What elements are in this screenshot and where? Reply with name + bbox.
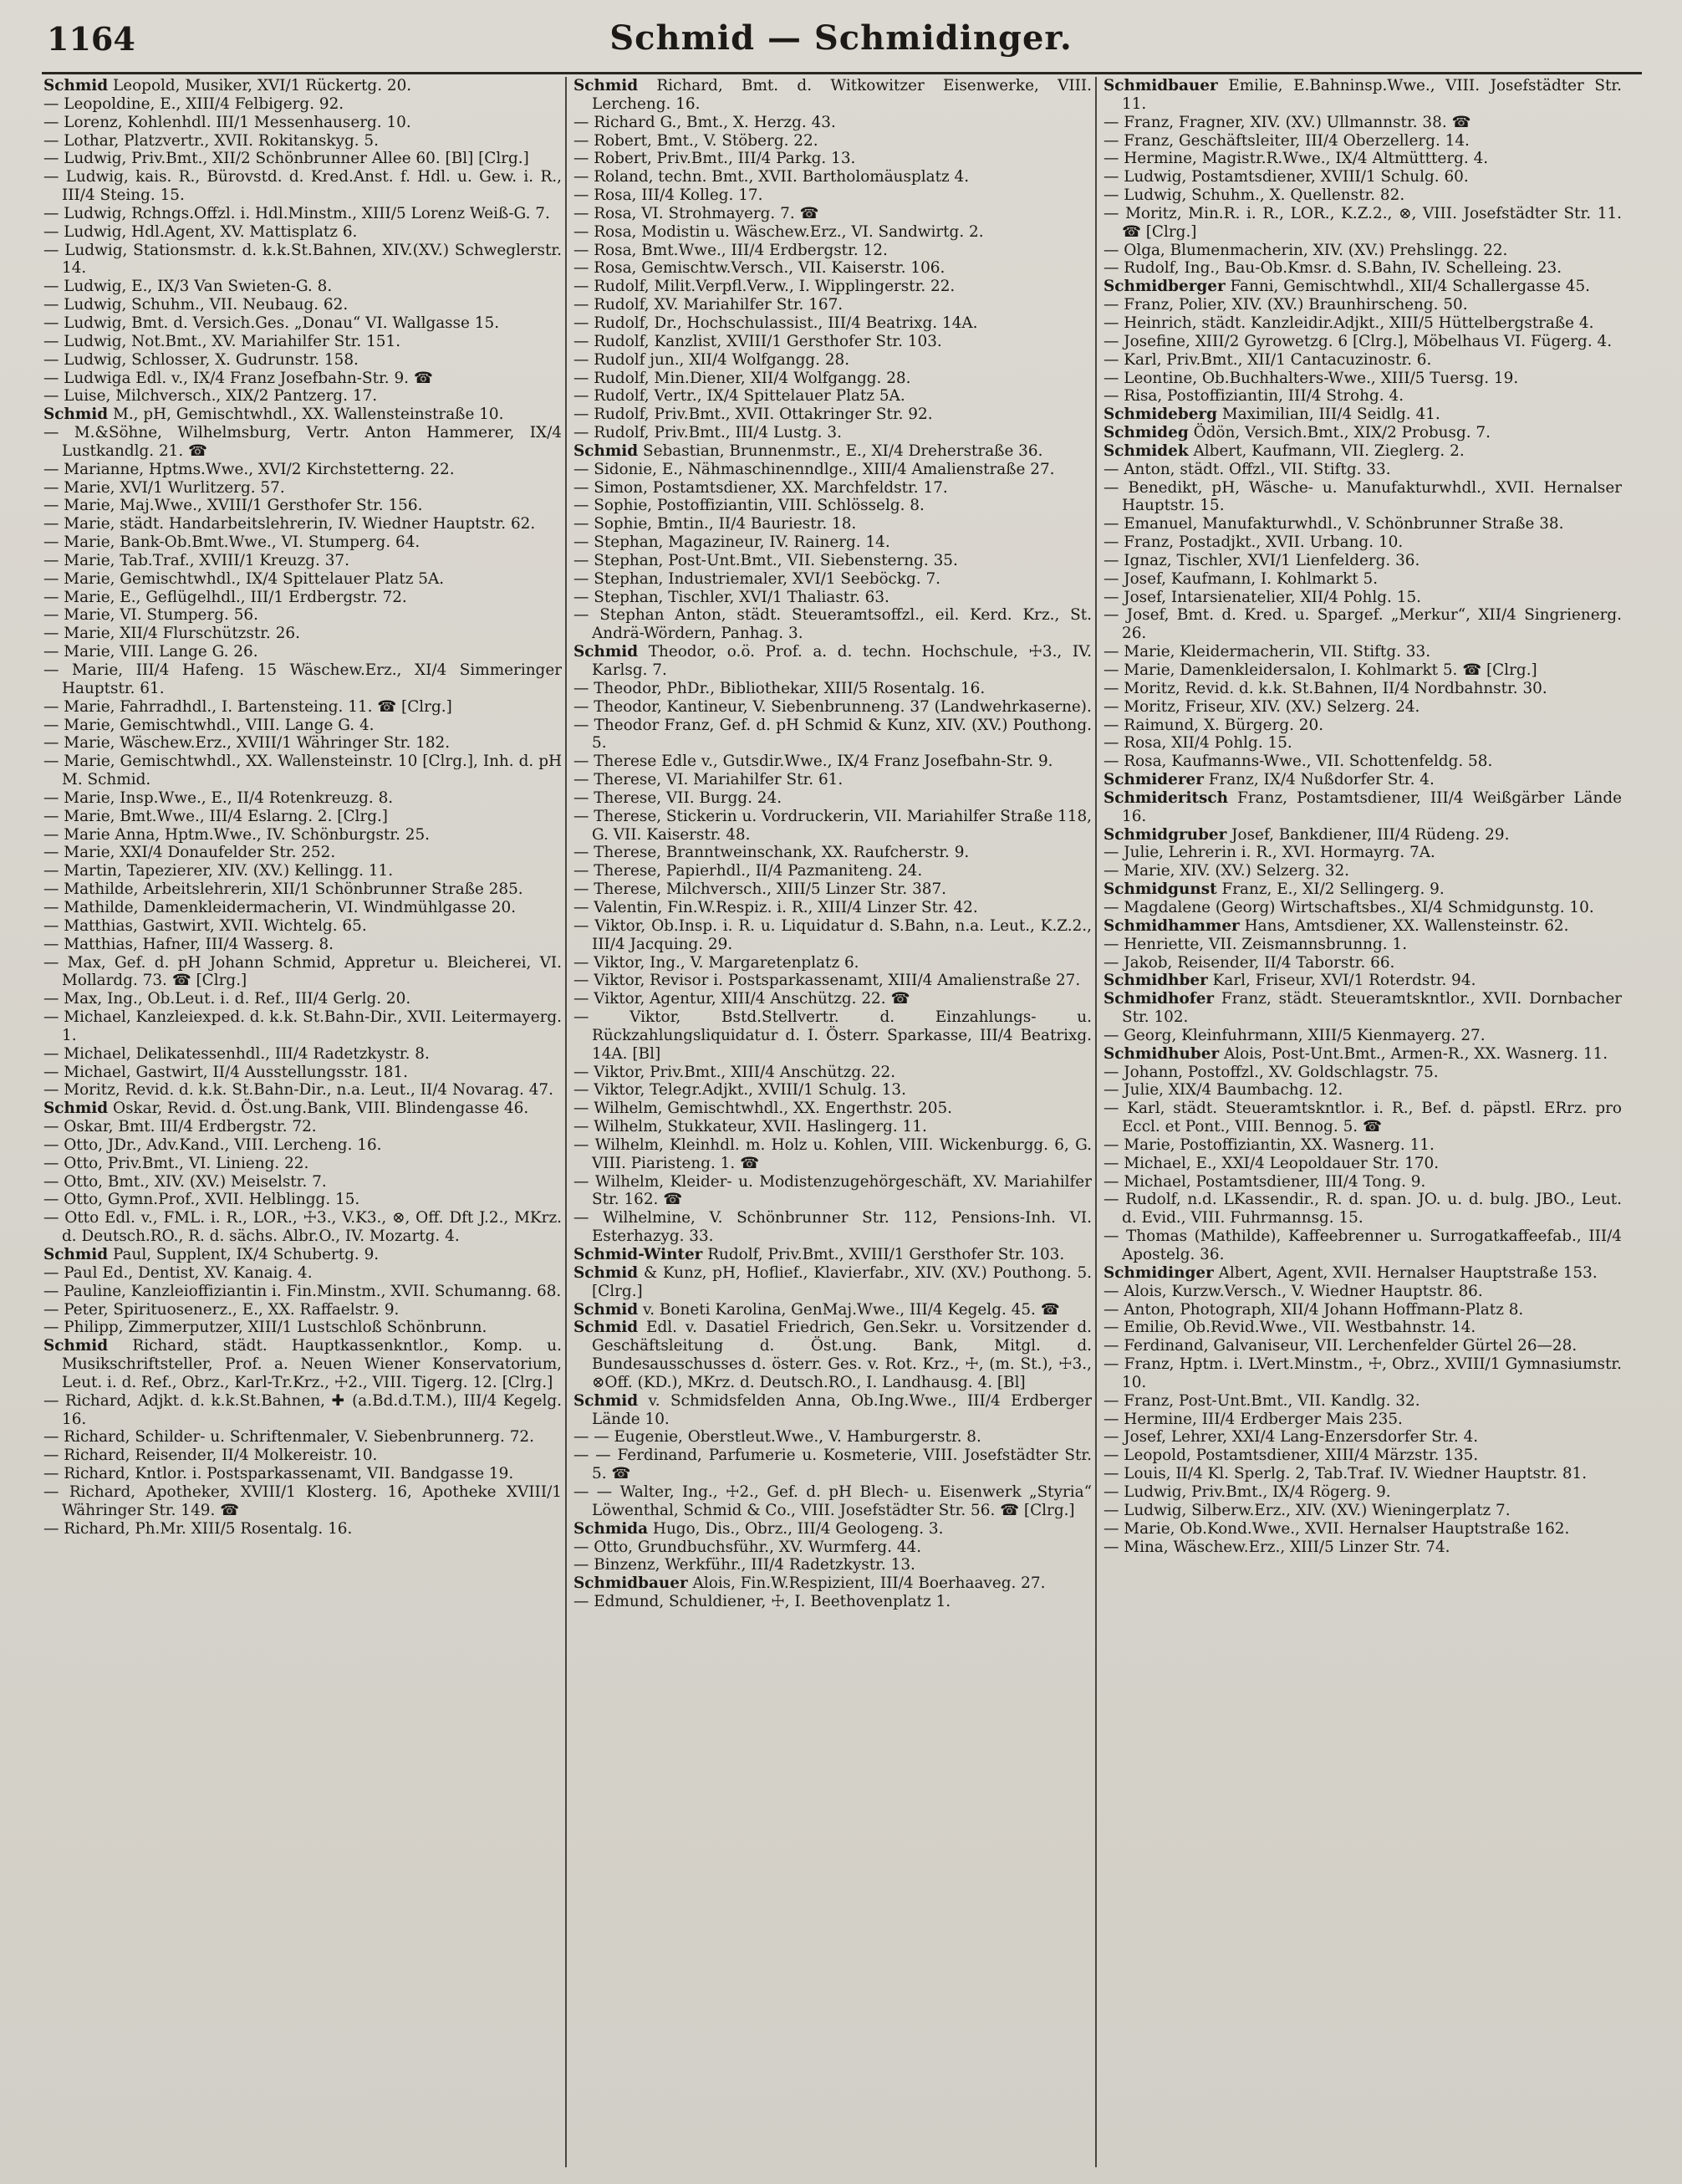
directory-entry: — Therese, Stickerin u. Vordruckerin, VII. Mariahilfer Straße 118, G. VII. Kaiserstr. 48. [573, 807, 1092, 844]
directory-entry: — Hermine, III/4 Erdberger Mais 235. [1103, 1410, 1403, 1428]
directory-entry: — Magdalene (Georg) Wirtschaftsbes., XI/4 Schmidgunstg. 10. [1103, 898, 1594, 916]
directory-column-1 [43, 77, 562, 2171]
directory-entry: — Stephan, Post-Unt.Bmt., VII. Siebensterng. 35. [573, 551, 958, 569]
directory-entry: — Ludwig, Priv.Bmt., XII/2 Schönbrunner Allee 60. [Bl] [Clrg.] [43, 150, 529, 168]
directory-entry: — Roland, techn. Bmt., XVII. Bartholomäusplatz 4. [573, 168, 970, 186]
directory-entry: — Marie, XIV. (XV.) Selzerg. 32. [1103, 862, 1350, 880]
directory-entry: — Rudolf, Dr., Hochschulassist., III/4 Beatrixg. 14A. [573, 314, 978, 332]
directory-entry: — Rosa, Bmt.Wwe., III/4 Erdbergstr. 12. [573, 241, 888, 259]
directory-entry: — Ludwig, Postamtsdiener, XVIII/1 Schulg. 60. [1103, 168, 1469, 186]
directory-entry: — Wilhelm, Gemischtwhdl., XX. Engerthstr. 205. [573, 1100, 953, 1118]
directory-entry: — Otto Edl. v., FML. i. R., LOR., ☩3., V.K3., ⊗, Off. Dft J.2., MKrz. d. Deutsch.RO., R. d. sächs. Albr.O., IV. Mozartg. 4. [43, 1209, 562, 1246]
directory-entry: — Stephan Anton, städt. Steueramtsoffzl., eil. Kerd. Krz., St. Andrä-Wördern, Panhag. 3. [573, 606, 1092, 643]
directory-entry: — Paul Ed., Dentist, XV. Kanaig. 4. [43, 1263, 313, 1282]
directory-entry: — Wilhelm, Kleider- u. Modistenzugehörgeschäft, XV. Mariahilfer Str. 162. ☎ [573, 1172, 1092, 1209]
directory-entry: Schmidhuber Alois, Post-Unt.Bmt., Armen-R., XX. Wasnerg. 11. [1103, 1044, 1608, 1063]
directory-entry: — Robert, Bmt., V. Stöberg. 22. [573, 131, 818, 150]
running-title: Schmid — Schmidinger. [609, 18, 1073, 58]
directory-entry: — Ludwig, Not.Bmt., XV. Mariahilfer Str. 151. [43, 332, 401, 350]
directory-entry: — Otto, Grundbuchsführ., XV. Wurmferg. 44. [573, 1538, 922, 1556]
directory-entry: — Franz, Polier, XIV. (XV.) Braunhirscheng. 50. [1103, 296, 1468, 314]
directory-entry: — Edmund, Schuldiener, ☩, I. Beethovenplatz 1. [573, 1593, 951, 1611]
directory-entry: — Martin, Tapezierer, XIV. (XV.) Kellingg. 11. [43, 862, 394, 880]
directory-entry: — Wilhelm, Stukkateur, XVII. Haslingerg. 11. [573, 1118, 927, 1136]
directory-entry: — Mina, Wäschew.Erz., XIII/5 Linzer Str. 74. [1103, 1538, 1450, 1556]
directory-entry: — Marie, III/4 Hafeng. 15 Wäschew.Erz., XI/4 Simmeringer Hauptstr. 61. [43, 661, 562, 697]
directory-entry: — Viktor, Ob.Insp. i. R. u. Liquidatur d. S.Bahn, n.a. Leut., K.Z.2., III/4 Jacquing. 29. [573, 916, 1092, 953]
directory-entry: — Michael, Postamtsdiener, III/4 Tong. 9. [1103, 1172, 1426, 1191]
directory-entry: — Marie, Ob.Kond.Wwe., XVII. Hernalser Hauptstraße 162. [1103, 1519, 1570, 1538]
directory-entry: — Mathilde, Damenkleidermacherin, VI. Windmühlgasse 20. [43, 898, 517, 916]
directory-entry: — Karl, Priv.Bmt., XII/1 Cantacuzinostr. 6. [1103, 350, 1432, 369]
directory-entry: — Ludwig, Bmt. d. Versich.Ges. „Donau“ VI. Wallgasse 15. [43, 314, 500, 332]
directory-entry: — Marie, E., Geflügelhdl., III/1 Erdbergstr. 72. [43, 588, 407, 606]
page-number: 1164 [47, 20, 135, 58]
directory-entry: — Marie, Gemischtwhdl., XX. Wallensteinstr. 10 [Clrg.], Inh. d. pH M. Schmid. [43, 753, 562, 789]
directory-entry: — Rudolf, Priv.Bmt., III/4 Lustg. 3. [573, 424, 842, 442]
directory-entry: — Binzenz, Werkführ., III/4 Radetzkystr. 13. [573, 1556, 915, 1574]
directory-entry: — Marie, Damenkleidersalon, I. Kohlmarkt 5. ☎ [Clrg.] [1103, 661, 1537, 679]
directory-entry: — Ludwig, Priv.Bmt., IX/4 Rögerg. 9. [1103, 1482, 1391, 1501]
directory-entry: — Leopold, Postamtsdiener, XIII/4 Märzstr. 135. [1103, 1447, 1479, 1465]
directory-entry: — Richard, Ph.Mr. XIII/5 Rosentalg. 16. [43, 1519, 353, 1538]
directory-entry: — Marie, VIII. Lange G. 26. [43, 643, 258, 661]
directory-entry: — Therese, Milchversch., XIII/5 Linzer Str. 387. [573, 880, 947, 899]
directory-entry: — Marie, Bank-Ob.Bmt.Wwe., VI. Stumperg. 64. [43, 533, 420, 552]
directory-entry: — — Eugenie, Oberstleut.Wwe., V. Hamburgerstr. 8. [573, 1428, 981, 1447]
directory-entry: — Viktor, Ing., V. Margaretenplatz 6. [573, 953, 859, 972]
directory-entry: — Valentin, Fin.W.Respiz. i. R., XIII/4 Linzer Str. 42. [573, 898, 978, 916]
directory-entry: — Josef, Intarsienatelier, XII/4 Pohlg. 15. [1103, 588, 1421, 606]
directory-entry: — Stephan, Industriemaler, XVI/1 Seeböckg. 7. [573, 569, 941, 588]
directory-entry: — Emilie, Ob.Revid.Wwe., VII. Westbahnstr. 14. [1103, 1319, 1476, 1337]
directory-entry: — Rosa, Modistin u. Wäschew.Erz., VI. Sandwirtg. 2. [573, 222, 984, 241]
directory-entry: — Rudolf, XV. Mariahilfer Str. 167. [573, 296, 844, 314]
directory-entry: — Marie, VI. Stumperg. 56. [43, 606, 258, 625]
directory-entry: — Julie, Lehrerin i. R., XVI. Hormayrg. 7A. [1103, 844, 1435, 862]
directory-entry: Schmid Edl. v. Dasatiel Friedrich, Gen.Sekr. u. Vorsitzender d. Geschäftsleitung d. Öst.ung. Bank, Mitgl. d. Bundesausschusses d. österr. Ges. v. Rot. Krz., ☩, (m. St.), ☩3., ⊗Off. (KD.), MKrz. d. Deutsch.RO., I. Landhausg. 4. [Bl] [573, 1319, 1092, 1391]
directory-entry: — Josef, Kaufmann, I. Kohlmarkt 5. [1103, 569, 1379, 588]
directory-entry: — Leontine, Ob.Buchhalters-Wwe., XIII/5 Tuersg. 19. [1103, 369, 1519, 387]
directory-entry: — Robert, Priv.Bmt., III/4 Parkg. 13. [573, 150, 856, 168]
directory-entry: — Moritz, Revid. d. k.k. St.Bahnen, II/4 Nordbahnstr. 30. [1103, 679, 1547, 697]
directory-entry: — Franz, Geschäftsleiter, III/4 Oberzellerg. 14. [1103, 131, 1470, 150]
directory-entry: — Simon, Postamtsdiener, XX. Marchfeldstr. 17. [573, 478, 948, 497]
directory-entry: — Richard, Reisender, II/4 Molkereistr. 10. [43, 1447, 378, 1465]
directory-entry: Schmid Paul, Supplent, IX/4 Schubertg. 9. [43, 1246, 380, 1263]
directory-entry: — Alois, Kurzw.Versch., V. Wiedner Hauptstr. 86. [1103, 1282, 1483, 1300]
directory-entry: — Therese, Branntweinschank, XX. Raufcherstr. 9. [573, 844, 970, 862]
directory-entry: — Wilhelmine, V. Schönbrunner Str. 112, Pensions-Inh. VI. Esterhazyg. 33. [573, 1209, 1092, 1246]
directory-entry: — Anton, Photograph, XII/4 Johann Hoffmann-Platz 8. [1103, 1300, 1524, 1319]
directory-entry: — Theodor, PhDr., Bibliothekar, XIII/5 Rosentalg. 16. [573, 679, 986, 697]
directory-entry: Schmidgruber Josef, Bankdiener, III/4 Rüdeng. 29. [1103, 825, 1510, 844]
directory-entry: — Marie, Postoffiziantin, XX. Wasnerg. 11. [1103, 1135, 1435, 1154]
directory-entry: — Marie, Insp.Wwe., E., II/4 Rotenkreuzg. 8. [43, 788, 394, 807]
directory-entry: — Emanuel, Manufakturwhdl., V. Schönbrunner Straße 38. [1103, 515, 1564, 533]
directory-entry: — Marie, Fahrradhdl., I. Bartensteing. 11. ☎ [Clrg.] [43, 697, 452, 716]
directory-entry: — Moritz, Min.R. i. R., LOR., K.Z.2., ⊗, VIII. Josefstädter Str. 11. ☎ [Clrg.] [1103, 204, 1622, 241]
directory-entry: — Olga, Blumenmacherin, XIV. (XV.) Prehslingg. 22. [1103, 241, 1508, 259]
directory-entry: Schmidinger Albert, Agent, XVII. Hernalser Hauptstraße 153. [1103, 1263, 1598, 1282]
directory-entry: — Ludwig, Silberw.Erz., XIV. (XV.) Wieningerplatz 7. [1103, 1501, 1511, 1519]
directory-entry: — Rosa, Kaufmanns-Wwe., VII. Schottenfeldg. 58. [1103, 753, 1493, 771]
directory-entry: — Sidonie, E., Nähmaschinenndlge., XIII/4 Amalienstraße 27. [573, 460, 1055, 478]
directory-entry: — Richard G., Bmt., X. Herzg. 43. [573, 113, 836, 131]
directory-entry: — Anton, städt. Offzl., VII. Stiftg. 33. [1103, 460, 1391, 478]
header-rule [42, 72, 1642, 74]
directory-entry: Schmidhofer Franz, städt. Steueramtskntlor., XVII. Dornbacher Str. 102. [1103, 990, 1622, 1027]
directory-entry: — Marie, städt. Handarbeitslehrerin, IV. Wiedner Hauptstr. 62. [43, 515, 536, 533]
directory-entry: — Josef, Lehrer, XXI/4 Lang-Enzersdorfer Str. 4. [1103, 1428, 1479, 1447]
directory-entry: Schmidberger Fanni, Gemischtwhdl., XII/4 Schallergasse 45. [1103, 278, 1590, 296]
directory-entry: — Ferdinand, Galvaniseur, VII. Lerchenfelder Gürtel 26—28. [1103, 1337, 1578, 1355]
directory-entry: — Leopoldine, E., XIII/4 Felbigerg. 92. [43, 94, 344, 113]
directory-entry: — Rudolf, Milit.Verpfl.Verw., I. Wipplingerstr. 22. [573, 278, 956, 296]
directory-entry: — Stephan, Magazineur, IV. Rainerg. 14. [573, 533, 890, 552]
directory-entry: — Ludwig, Schlosser, X. Gudrunstr. 158. [43, 350, 359, 369]
directory-entry: — Rosa, XII/4 Pohlg. 15. [1103, 734, 1292, 753]
directory-entry: Schmidbauer Alois, Fin.W.Respizient, III/4 Boerhaaveg. 27. [573, 1574, 1046, 1593]
directory-entry: — Oskar, Bmt. III/4 Erdbergstr. 72. [43, 1118, 317, 1136]
directory-entry: — Marie, Gemischtwhdl., VIII. Lange G. 4. [43, 716, 375, 734]
directory-entry: — Max, Ing., Ob.Leut. i. d. Ref., III/4 Gerlg. 20. [43, 990, 411, 1008]
directory-entry: — — Ferdinand, Parfumerie u. Kosmeterie, VIII. Josefstädter Str. 5. ☎ [573, 1447, 1092, 1483]
directory-entry: — Risa, Postoffiziantin, III/4 Strohg. 4. [1103, 387, 1404, 406]
directory-entry: — Marie, XVI/1 Wurlitzerg. 57. [43, 478, 285, 497]
directory-entry: — Louis, II/4 Kl. Sperlg. 2, Tab.Traf. IV. Wiedner Hauptstr. 81. [1103, 1465, 1588, 1483]
directory-entry: — Ludwig, kais. R., Bürovstd. d. Kred.Anst. f. Hdl. u. Gew. i. R., III/4 Steing. 15. [43, 168, 562, 205]
directory-entry: — Viktor, Telegr.Adjkt., XVIII/1 Schulg. 13. [573, 1081, 906, 1100]
directory-entry: — Viktor, Bstd.Stellvertr. d. Einzahlungs- u. Rückzahlungsliquidatur d. I. Österr. Sparkasse, III/4 Beatrixg. 14A. [Bl] [573, 1008, 1092, 1063]
directory-entry: — Rudolf, n.d. LKassendir., R. d. span. JO. u. d. bulg. JBO., Leut. d. Evid., VIII. Fuhrmannsg. 15. [1103, 1191, 1622, 1227]
directory-entry: — Matthias, Gastwirt, XVII. Wichtelg. 65. [43, 916, 367, 935]
directory-entry: — Richard, Adjkt. d. k.k.St.Bahnen, ✚ (a.Bd.d.T.M.), III/4 Kegelg. 16. [43, 1391, 562, 1428]
directory-entry: — Philipp, Zimmerputzer, XIII/1 Lustschloß Schönbrunn. [43, 1319, 487, 1337]
directory-entry: — Moritz, Friseur, XIV. (XV.) Selzerg. 24. [1103, 697, 1420, 716]
directory-entry: — Rudolf, Kanzlist, XVIII/1 Gersthofer Str. 103. [573, 332, 942, 350]
directory-entry: — Marie, Kleidermacherin, VII. Stiftg. 33. [1103, 643, 1431, 661]
directory-entry: — Franz, Fragner, XIV. (XV.) Ullmannstr. 38. ☎ [1103, 113, 1471, 131]
directory-entry: Schmideberg Maximilian, III/4 Seidlg. 41. [1103, 406, 1440, 424]
directory-entry: — Marie, Bmt.Wwe., III/4 Eslarng. 2. [Clrg.] [43, 807, 388, 825]
directory-entry: — Rosa, VI. Strohmayerg. 7. ☎ [573, 204, 819, 222]
page-header [42, 15, 1640, 65]
directory-entry: — Ludwig, Hdl.Agent, XV. Mattisplatz 6. [43, 222, 358, 241]
directory-entry: — Marie, Maj.Wwe., XVIII/1 Gersthofer Str. 156. [43, 497, 423, 515]
directory-column-2 [573, 77, 1092, 2171]
directory-entry: Schmideg Ödön, Versich.Bmt., XIX/2 Probusg. 7. [1103, 424, 1491, 442]
directory-entry: Schmidgunst Franz, E., XI/2 Sellingerg. 9. [1103, 880, 1445, 899]
directory-entry: — Moritz, Revid. d. k.k. St.Bahn-Dir., n.a. Leut., II/4 Novarag. 47. [43, 1081, 553, 1100]
directory-entry: — Wilhelm, Kleinhdl. m. Holz u. Kohlen, VIII. Wickenburgg. 6, G. VIII. Piaristeng. 1. ☎ [573, 1135, 1092, 1172]
directory-entry: — Richard, Apotheker, XVIII/1 Klosterg. 16, Apotheke XVIII/1 Währinger Str. 149. ☎ [43, 1482, 562, 1519]
directory-entry: — Rudolf, Min.Diener, XII/4 Wolfgangg. 28. [573, 369, 911, 387]
directory-entry: — Benedikt, pH, Wäsche- u. Manufakturwhdl., XVII. Hernalser Hauptstr. 15. [1103, 478, 1622, 515]
directory-entry: — — Walter, Ing., ☩2., Gef. d. pH Blech- u. Eisenwerk „Styria“ Löwenthal, Schmid & Co., VIII. Josefstädter Str. 56. ☎ [Clrg.] [573, 1482, 1092, 1519]
directory-entry: Schmidek Albert, Kaufmann, VII. Zieglerg. 2. [1103, 441, 1465, 460]
directory-entry: — Stephan, Tischler, XVI/1 Thaliastr. 63. [573, 588, 889, 606]
directory-entry: Schmidhber Karl, Friseur, XVI/1 Roterdstr. 94. [1103, 972, 1476, 990]
directory-entry: Schmida Hugo, Dis., Obrz., III/4 Geologeng. 3. [573, 1519, 944, 1538]
directory-entry: — Ludwig, Stationsmstr. d. k.k.St.Bahnen, XIV.(XV.) Schweglerstr. 14. [43, 241, 562, 278]
directory-entry: — Otto, JDr., Adv.Kand., VIII. Lercheng. 16. [43, 1135, 382, 1154]
directory-entry: Schmid Richard, Bmt. d. Witkowitzer Eisenwerke, VIII. Lercheng. 16. [573, 77, 1092, 113]
directory-entry: — Rudolf, Ing., Bau-Ob.Kmsr. d. S.Bahn, IV. Schelleing. 23. [1103, 259, 1562, 278]
column-divider-1 [565, 77, 567, 2167]
directory-entry: — Ignaz, Tischler, XVI/1 Lienfelderg. 36. [1103, 551, 1420, 569]
directory-entry: — Rosa, III/4 Kolleg. 17. [573, 186, 763, 205]
directory-entry: — Ludwig, Schuhm., VII. Neubaug. 62. [43, 296, 349, 314]
directory-entry: — Henriette, VII. Zeismannsbrunng. 1. [1103, 935, 1408, 953]
directory-entry: — Otto, Priv.Bmt., VI. Linieng. 22. [43, 1154, 309, 1172]
directory-entry: — Marie, XII/4 Flurschützstr. 26. [43, 625, 300, 643]
directory-entry: Schmid Oskar, Revid. d. Öst.ung.Bank, VIII. Blindengasse 46. [43, 1100, 529, 1118]
directory-entry: Schmid Sebastian, Brunnenmstr., E., XI/4 Dreherstraße 36. [573, 441, 1043, 460]
directory-entry: — Heinrich, städt. Kanzleidir.Adjkt., XIII/5 Hüttelbergstraße 4. [1103, 314, 1594, 332]
directory-entry: — Franz, Hptm. i. LVert.Minstm., ☩, Obrz., XVIII/1 Gymnasiumstr. 10. [1103, 1355, 1622, 1391]
directory-entry: — Franz, Postadjkt., XVII. Urbang. 10. [1103, 533, 1404, 552]
directory-entry: — Theodor, Kantineur, V. Siebenbrunneng. 37 (Landwehrkaserne). [573, 697, 1092, 716]
directory-entry: — Max, Gef. d. pH Johann Schmid, Appretur u. Bleicherei, VI. Mollardg. 73. ☎ [Clrg.] [43, 953, 562, 990]
directory-entry: — Richard, Kntlor. i. Postsparkassenamt, VII. Bandgasse 19. [43, 1465, 514, 1483]
directory-entry: — Matthias, Hafner, III/4 Wasserg. 8. [43, 935, 334, 953]
directory-entry: — Therese Edle v., Gutsdir.Wwe., IX/4 Franz Josefbahn-Str. 9. [573, 753, 1053, 771]
directory-entry: — Josef, Bmt. d. Kred. u. Spargef. „Merkur“, XII/4 Singrienerg. 26. [1103, 606, 1622, 643]
directory-entry: — Thomas (Mathilde), Kaffeebrenner u. Surrogatkaffeefab., III/4 Apostelg. 36. [1103, 1227, 1622, 1263]
directory-entry: — Michael, Delikatessenhdl., III/4 Radetzkystr. 8. [43, 1044, 430, 1063]
directory-entry: — Therese, VI. Mariahilfer Str. 61. [573, 771, 844, 789]
directory-entry: — Viktor, Priv.Bmt., XIII/4 Anschützg. 22. [573, 1063, 896, 1081]
directory-entry: — Rudolf, Priv.Bmt., XVII. Ottakringer Str. 92. [573, 406, 933, 424]
directory-entry: — Sophie, Postoffiziantin, VIII. Schlösselg. 8. [573, 497, 925, 515]
directory-entry: — Sophie, Bmtin., II/4 Bauriestr. 18. [573, 515, 857, 533]
directory-entry: Schmid v. Boneti Karolina, GenMaj.Wwe., III/4 Kegelg. 45. ☎ [573, 1300, 1060, 1319]
directory-entry: — Josefine, XIII/2 Gyrowetzg. 6 [Clrg.], Möbelhaus VI. Fügerg. 4. [1103, 332, 1613, 350]
directory-entry: — Luise, Milchversch., XIX/2 Pantzerg. 17. [43, 387, 378, 406]
directory-entry: — Rosa, Gemischtw.Versch., VII. Kaiserstr. 106. [573, 259, 945, 278]
directory-entry: — Hermine, Magistr.R.Wwe., IX/4 Altmüttterg. 4. [1103, 150, 1489, 168]
directory-entry: Schmid & Kunz, pH, Hoflief., Klavierfabr., XIV. (XV.) Pouthong. 5. [Clrg.] [573, 1263, 1092, 1300]
directory-entry: — Johann, Postoffzl., XV. Goldschlagstr. 75. [1103, 1063, 1439, 1081]
directory-entry: Schmid M., pH, Gemischtwhdl., XX. Wallensteinstraße 10. [43, 406, 504, 424]
directory-entry: — Otto, Bmt., XIV. (XV.) Meiselstr. 7. [43, 1172, 327, 1191]
directory-entry: — Georg, Kleinfuhrmann, XIII/5 Kienmayerg. 27. [1103, 1026, 1486, 1044]
directory-entry: — Marie, XXI/4 Donaufelder Str. 252. [43, 844, 336, 862]
directory-entry: — Ludwig, E., IX/3 Van Swieten-G. 8. [43, 278, 333, 296]
directory-entry: — Michael, Kanzleiexped. d. k.k. St.Bahn-Dir., XVII. Leitermayerg. 1. [43, 1008, 562, 1044]
directory-entry: Schmid-Winter Rudolf, Priv.Bmt., XVIII/1 Gersthofer Str. 103. [573, 1246, 1065, 1263]
directory-entry: — Viktor, Agentur, XIII/4 Anschützg. 22. ☎ [573, 990, 910, 1008]
directory-entry: — Rudolf, Vertr., IX/4 Spittelauer Platz 5A. [573, 387, 905, 406]
directory-column-3 [1103, 77, 1622, 2171]
directory-entry: Schmid v. Schmidsfelden Anna, Ob.Ing.Wwe., III/4 Erdberger Lände 10. [573, 1391, 1092, 1428]
directory-entry: — Rudolf jun., XII/4 Wolfgangg. 28. [573, 350, 850, 369]
directory-entry: — Richard, Schilder- u. Schriftenmaler, V. Siebenbrunnerg. 72. [43, 1428, 534, 1447]
directory-entry: — Ludwiga Edl. v., IX/4 Franz Josefbahn-Str. 9. ☎ [43, 369, 433, 387]
directory-entry: Schmidhammer Hans, Amtsdiener, XX. Wallensteinstr. 62. [1103, 916, 1569, 935]
directory-entry: Schmidbauer Emilie, E.Bahninsp.Wwe., VIII. Josefstädter Str. 11. [1103, 77, 1622, 113]
column-divider-2 [1095, 77, 1097, 2167]
directory-entry: Schmideritsch Franz, Postamtsdiener, III/4 Weißgärber Lände 16. [1103, 788, 1622, 825]
directory-entry: — Lorenz, Kohlenhdl. III/1 Messenhauserg. 10. [43, 113, 411, 131]
directory-entry: — Ludwig, Rchngs.Offzl. i. Hdl.Minstm., XIII/5 Lorenz Weiß-G. 7. [43, 204, 550, 222]
directory-entry: — Therese, VII. Burgg. 24. [573, 788, 782, 807]
directory-entry: Schmid Theodor, o.ö. Prof. a. d. techn. Hochschule, ☩3., IV. Karlsg. 7. [573, 643, 1092, 679]
directory-entry: — Franz, Post-Unt.Bmt., VII. Kandlg. 32. [1103, 1391, 1420, 1410]
directory-entry: — Marie, Wäschew.Erz., XVIII/1 Währinger Str. 182. [43, 734, 451, 753]
directory-entry: — Raimund, X. Bürgerg. 20. [1103, 716, 1324, 734]
directory-entry: — Otto, Gymn.Prof., XVII. Helblingg. 15. [43, 1191, 360, 1209]
directory-entry: — Karl, städt. Steueramtskntlor. i. R., Bef. d. päpstl. ERrz. pro Eccl. et Pont., VIII. Bennog. 5. ☎ [1103, 1100, 1622, 1136]
directory-entry: — Ludwig, Schuhm., X. Quellenstr. 82. [1103, 186, 1405, 205]
directory-entry: — Lothar, Platzvertr., XVII. Rokitanskyg. 5. [43, 131, 379, 150]
directory-entry: — Marie Anna, Hptm.Wwe., IV. Schönburgstr. 25. [43, 825, 431, 844]
directory-entry: — Theodor Franz, Gef. d. pH Schmid & Kunz, XIV. (XV.) Pouthong. 5. [573, 716, 1092, 753]
directory-entry: — Therese, Papierhdl., II/4 Pazmaniteng. 24. [573, 862, 923, 880]
directory-entry: — Viktor, Revisor i. Postsparkassenamt, XIII/4 Amalienstraße 27. [573, 972, 1081, 990]
directory-entry: — Marie, Gemischtwhdl., IX/4 Spittelauer Platz 5A. [43, 569, 445, 588]
directory-entry: — Mathilde, Arbeitslehrerin, XII/1 Schönbrunner Straße 285. [43, 880, 523, 899]
directory-entry: — Marie, Tab.Traf., XVIII/1 Kreuzg. 37. [43, 551, 349, 569]
directory-entry: Schmid Leopold, Musiker, XVI/1 Rückertg. 20. [43, 77, 412, 94]
directory-entry: — Michael, Gastwirt, II/4 Ausstellungsstr. 181. [43, 1063, 408, 1081]
directory-entry: — Jakob, Reisender, II/4 Taborstr. 66. [1103, 953, 1395, 972]
directory-entry: Schmiderer Franz, IX/4 Nußdorfer Str. 4. [1103, 771, 1435, 789]
directory-entry: — Peter, Spirituosenerz., E., XX. Raffaelstr. 9. [43, 1300, 400, 1319]
directory-entry: — Marianne, Hptms.Wwe., XVI/2 Kirchstetterng. 22. [43, 460, 455, 478]
directory-entry: — Julie, XIX/4 Baumbachg. 12. [1103, 1081, 1343, 1100]
directory-entry: Schmid Richard, städt. Hauptkassenkntlor., Komp. u. Musikschriftsteller, Prof. a. Neuen Wiener Konservatorium, Leut. i. d. Ref., Obrz., Karl-Tr.Krz., ☩2., VIII. Tigerg. 12. [Clrg.] [43, 1337, 562, 1391]
directory-entry: — Michael, E., XXI/4 Leopoldauer Str. 170. [1103, 1154, 1440, 1172]
directory-entry: — Pauline, Kanzleioffiziantin i. Fin.Minstm., XVII. Schumanng. 68. [43, 1282, 562, 1300]
directory-entry: — M.&Söhne, Wilhelmsburg, Vertr. Anton Hammerer, IX/4 Lustkandlg. 21. ☎ [43, 424, 562, 460]
